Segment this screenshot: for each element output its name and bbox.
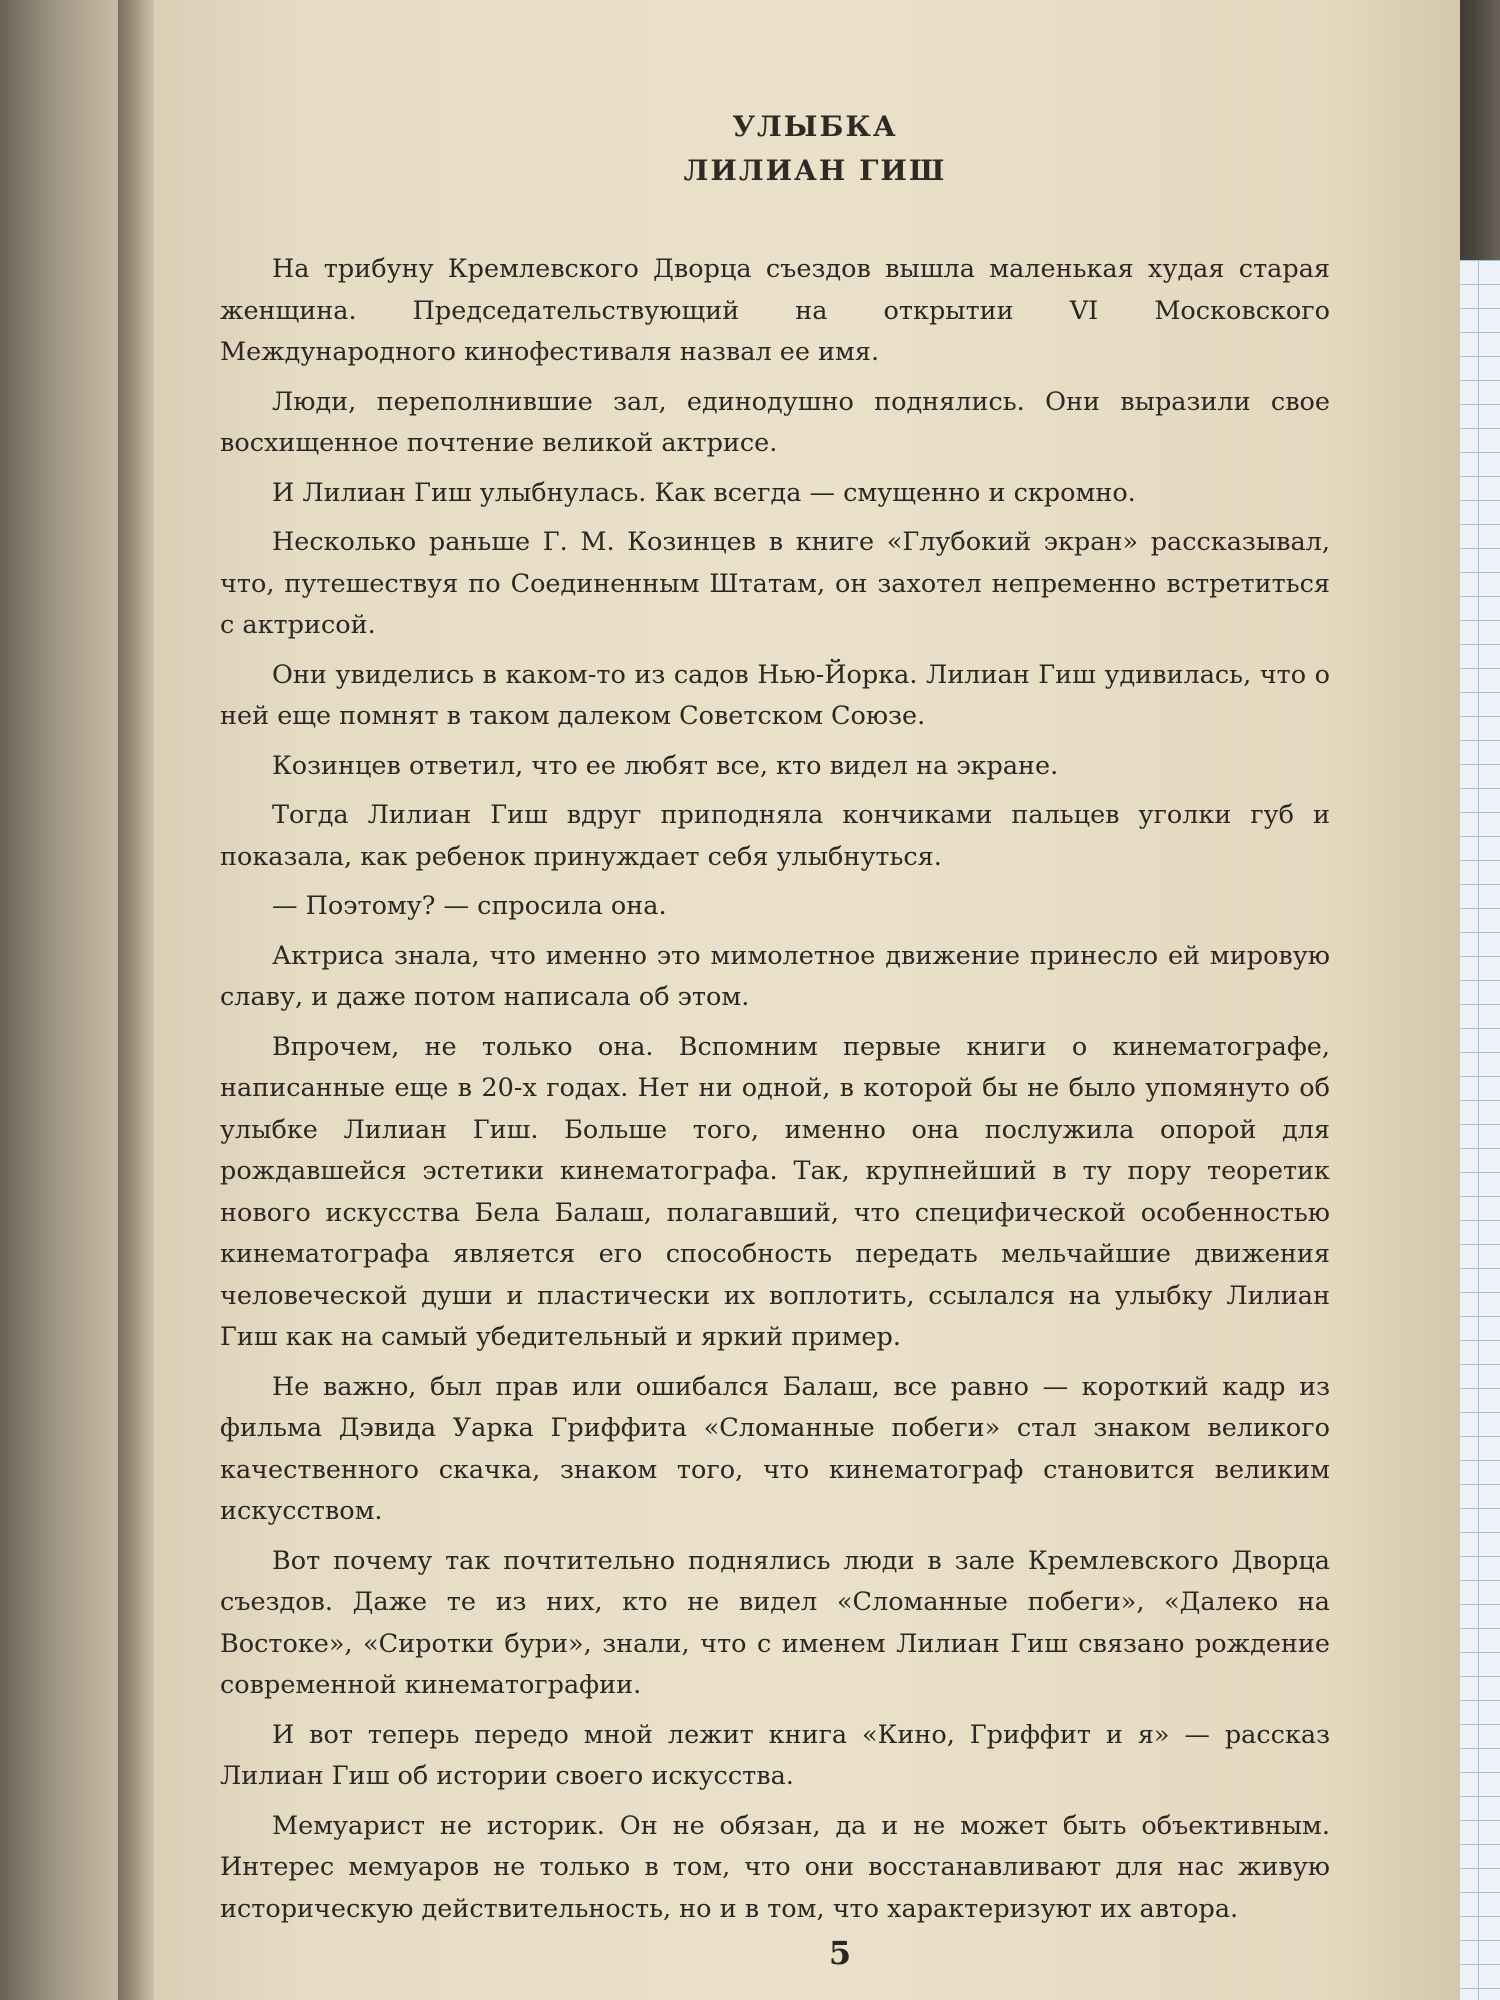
page-number: 5 xyxy=(828,1934,852,1972)
paragraph: Несколько раньше Г. М. Козинцев в книге «Глубокий экран» рассказывал, что, путешествуя по Соединенным Штатам, он захотел непременно встретиться с актрисой. xyxy=(220,527,1330,640)
paragraph: Люди, переполнившие зал, единодушно поднялись. Они выразили свое восхищенное почтение великой актрисе. xyxy=(220,386,1330,458)
paragraph: И Лилиан Гиш улыбнулась. Как всегда — смущенно и скромно. xyxy=(272,477,1136,508)
book-page xyxy=(140,0,1460,2000)
paragraph: Актриса знала, что именно это мимолетное движение принесло ей мировую славу, и даже потом написала об этом. xyxy=(220,940,1330,1012)
chapter-title-line-2: ЛИЛИАН ГИШ xyxy=(683,154,947,187)
paragraph: Козинцев ответил, что ее любят все, кто видел на экране. xyxy=(272,750,1059,781)
paragraph: Не важно, был прав или ошибался Балаш, все равно — короткий кадр из фильма Дэвида Уарка Гриффита «Сломанные побеги» стал знаком великого качественного скачка, знаком того, что кинематограф становится великим искусством. xyxy=(220,1371,1330,1526)
paragraph: На трибуну Кремлевского Дворца съездов вышла маленькая худая старая женщина. Председательствующий на открытии VI Московского Международного кинофестиваля назвал ее имя. xyxy=(220,254,1330,367)
grid-paper-background xyxy=(1454,260,1500,2000)
paragraph: Они увиделись в каком-то из садов Нью-Йорка. Лилиан Гиш удивилась, что о ней еще помнят в таком далеком Советском Союзе. xyxy=(220,659,1330,731)
page-content xyxy=(220,105,1330,1938)
paragraph: Впрочем, не только она. Вспомним первые книги о кинематографе, написанные еще в 20-х годах. Нет ни одной, в которой бы не было упомянуто об улыбке Лилиан Гиш. Больше того, именно она послужила опорой для рождавшейся эстетики кинематографа. Так, крупнейший в ту пору теоретик нового искусства Бела Балаш, полагавший, что специфической особенностью кинематографа является его способность передать мельчайшие движения человеческой души и пластически их воплотить, ссылался на улыбку Лилиан Гиш как на самый убедительный и яркий пример. xyxy=(220,1031,1330,1352)
paragraph: — Поэтому? — спросила она. xyxy=(272,891,667,921)
chapter-title-line-1: УЛЫБКА xyxy=(732,110,898,143)
paragraph: И вот теперь передо мной лежит книга «Кино, Гриффит и я» — рассказ Лилиан Гиш об истории своего искусства. xyxy=(220,1719,1330,1791)
page-gutter-shadow xyxy=(118,0,154,2000)
chapter-title xyxy=(300,105,1330,193)
paragraph: Тогда Лилиан Гиш вдруг приподняла кончиками пальцев уголки губ и показала, как ребенок принуждает себя улыбнуться. xyxy=(220,800,1330,872)
paragraph: Мемуарист не историк. Он не обязан, да и не может быть объективным. Интерес мемуаров не только в том, что они восстанавливают для нас живую историческую действительность, но и в том, что характеризуют их автора. xyxy=(220,1810,1330,1924)
paragraph: Вот почему так почтительно поднялись люди в зале Кремлевского Дворца съездов. Даже те из них, кто не видел «Сломанные побеги», «Далеко на Востоке», «Сиротки бури», знали, что с именем Лилиан Гиш связано рождение современной кинематографии. xyxy=(220,1545,1330,1700)
